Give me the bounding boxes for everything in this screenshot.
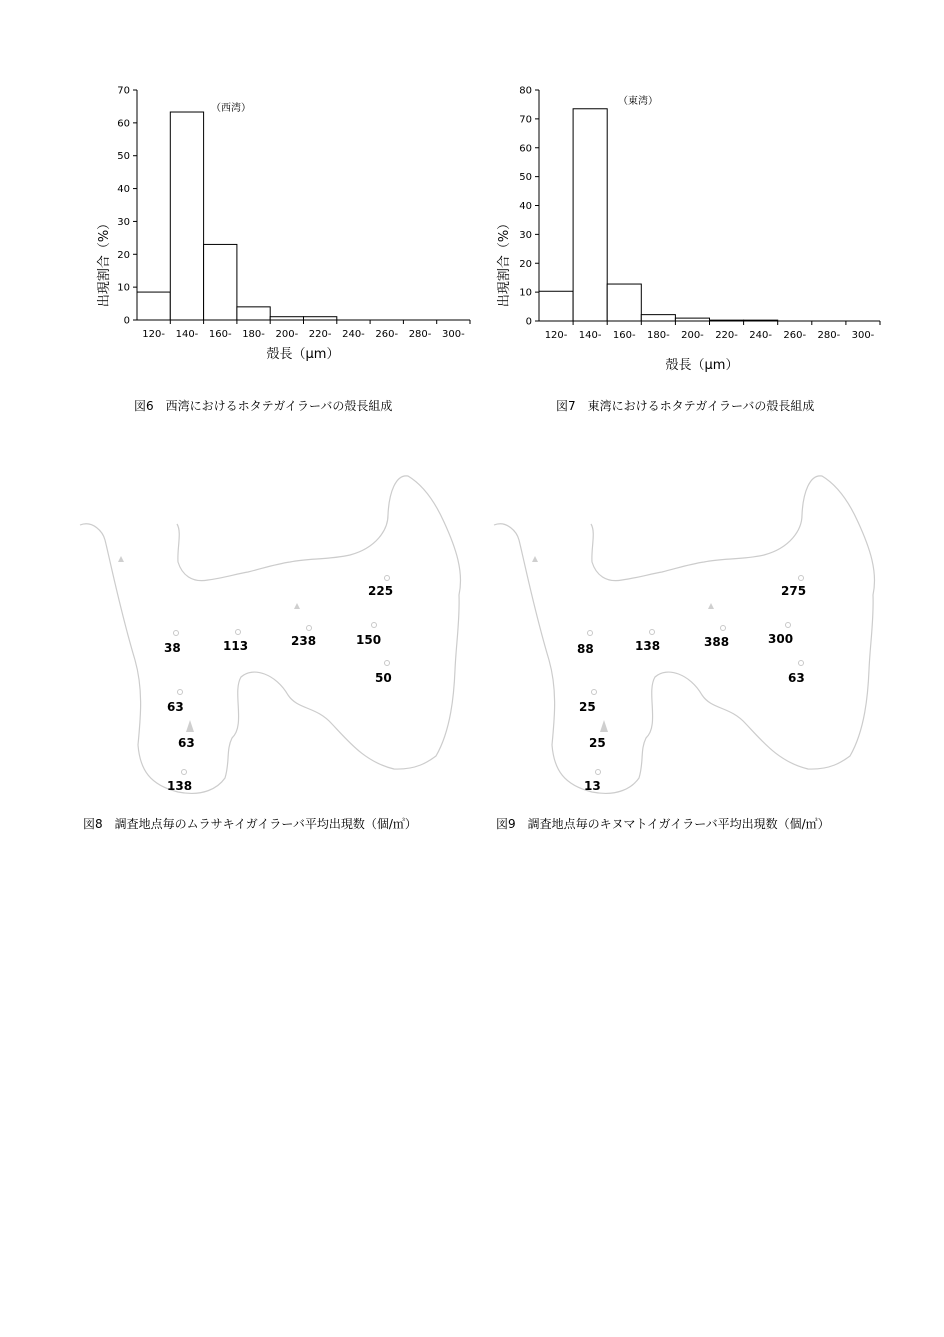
island-marker [118, 556, 124, 562]
figure-6-caption: 図6 西湾におけるホタテガイラーバの殻長組成 [134, 399, 393, 413]
y-tick-label: 20 [117, 249, 130, 261]
y-tick-label: 30 [117, 216, 130, 228]
x-tick-label: 200- [275, 329, 299, 340]
station-value: 63 [178, 736, 195, 750]
histogram-bar [573, 109, 607, 321]
station-value: 88 [577, 642, 594, 656]
station-marker [307, 626, 312, 631]
y-tick-label: 10 [519, 287, 532, 299]
station-value: 150 [356, 633, 382, 647]
station-marker [385, 661, 390, 666]
clam-larvae-map [492, 470, 892, 810]
bay-coastline [80, 476, 461, 794]
station-marker [721, 626, 726, 631]
x-tick-label: 160- [208, 329, 232, 340]
histogram-bar [607, 284, 641, 321]
station-marker [385, 576, 390, 581]
station-marker [372, 623, 377, 628]
y-tick-label: 20 [519, 258, 532, 270]
y-tick-label: 0 [525, 316, 532, 328]
y-tick-label: 60 [519, 143, 532, 155]
x-tick-label: 160- [612, 330, 636, 341]
station-marker [799, 661, 804, 666]
west-bay-histogram [80, 80, 490, 380]
histogram-bar [170, 112, 203, 320]
island-marker [186, 720, 194, 732]
station-value: 275 [781, 584, 807, 598]
station-value: 25 [589, 736, 606, 750]
x-tick-label: 120- [142, 329, 166, 340]
x-tick-label: 140- [175, 329, 199, 340]
x-tick-label: 280- [817, 330, 841, 341]
island-marker [294, 603, 300, 609]
x-tick-label: 280- [408, 329, 432, 340]
station-marker [588, 631, 593, 636]
east-bay-histogram [480, 80, 900, 380]
station-value: 63 [167, 700, 184, 714]
histogram-bar [539, 291, 573, 321]
figure-7-caption: 図7 東湾におけるホタテガイラーバの殻長組成 [556, 399, 815, 413]
y-tick-label: 30 [519, 229, 532, 241]
y-tick-label: 70 [117, 85, 130, 97]
y-tick-label: 10 [117, 282, 130, 294]
x-tick-label: 240- [749, 330, 773, 341]
histogram-bar [137, 292, 170, 320]
island-marker [708, 603, 714, 609]
x-tick-label: 180- [242, 329, 265, 340]
station-marker [236, 630, 241, 635]
series-label: （西湾） [211, 103, 251, 114]
y-tick-label: 70 [519, 114, 532, 126]
figure-9-caption: 図9 調査地点毎のキヌマトイガイラーバ平均出現数（個/㎥） [496, 817, 830, 831]
station-value: 300 [768, 632, 794, 646]
y-tick-label: 50 [519, 172, 532, 184]
y-axis-title: 出現割合（%） [97, 216, 112, 308]
station-value: 388 [704, 635, 730, 649]
figure-8-caption: 図8 調査地点毎のムラサキイガイラーバ平均出現数（個/㎥） [83, 817, 417, 831]
station-marker [178, 690, 183, 695]
station-value: 238 [291, 634, 317, 648]
mussel-larvae-map [78, 470, 478, 810]
histogram-bar [204, 244, 237, 320]
station-marker [799, 576, 804, 581]
station-marker [592, 690, 597, 695]
station-marker [786, 623, 791, 628]
y-tick-label: 40 [117, 184, 130, 196]
x-tick-label: 220- [308, 329, 332, 340]
station-value: 113 [223, 639, 249, 653]
x-tick-label: 120- [544, 330, 568, 341]
x-tick-label: 180- [646, 330, 670, 341]
station-marker [596, 770, 601, 775]
y-tick-label: 40 [519, 201, 532, 212]
station-value: 25 [579, 700, 596, 714]
bay-coastline [494, 476, 875, 794]
histogram-bar [237, 307, 270, 320]
station-value: 13 [584, 779, 601, 793]
station-value: 225 [368, 584, 394, 598]
x-axis-title: 殻長（μm） [266, 347, 340, 362]
station-marker [174, 631, 179, 636]
x-tick-label: 300- [441, 329, 465, 340]
x-tick-label: 260- [783, 330, 807, 341]
x-tick-label: 260- [375, 329, 399, 340]
station-value: 38 [164, 641, 181, 655]
y-axis-title: 出現割合（%） [497, 216, 512, 308]
y-tick-label: 50 [117, 151, 130, 163]
x-tick-label: 300- [851, 330, 875, 341]
station-value: 63 [788, 671, 805, 685]
station-marker [182, 770, 187, 775]
histogram-bar [641, 315, 675, 321]
y-tick-label: 60 [117, 118, 130, 130]
island-marker [600, 720, 608, 732]
station-marker [650, 630, 655, 635]
station-value: 138 [635, 639, 661, 653]
x-axis-title: 殻長（μm） [665, 358, 739, 373]
station-value: 50 [375, 671, 392, 685]
island-marker [532, 556, 538, 562]
station-value: 138 [167, 779, 193, 793]
x-tick-label: 220- [715, 330, 738, 341]
x-tick-label: 240- [342, 329, 365, 340]
y-tick-label: 0 [123, 315, 130, 327]
x-tick-label: 140- [578, 330, 602, 341]
y-tick-label: 80 [519, 85, 532, 97]
series-label: （東湾） [618, 96, 658, 107]
x-tick-label: 200- [681, 330, 704, 341]
